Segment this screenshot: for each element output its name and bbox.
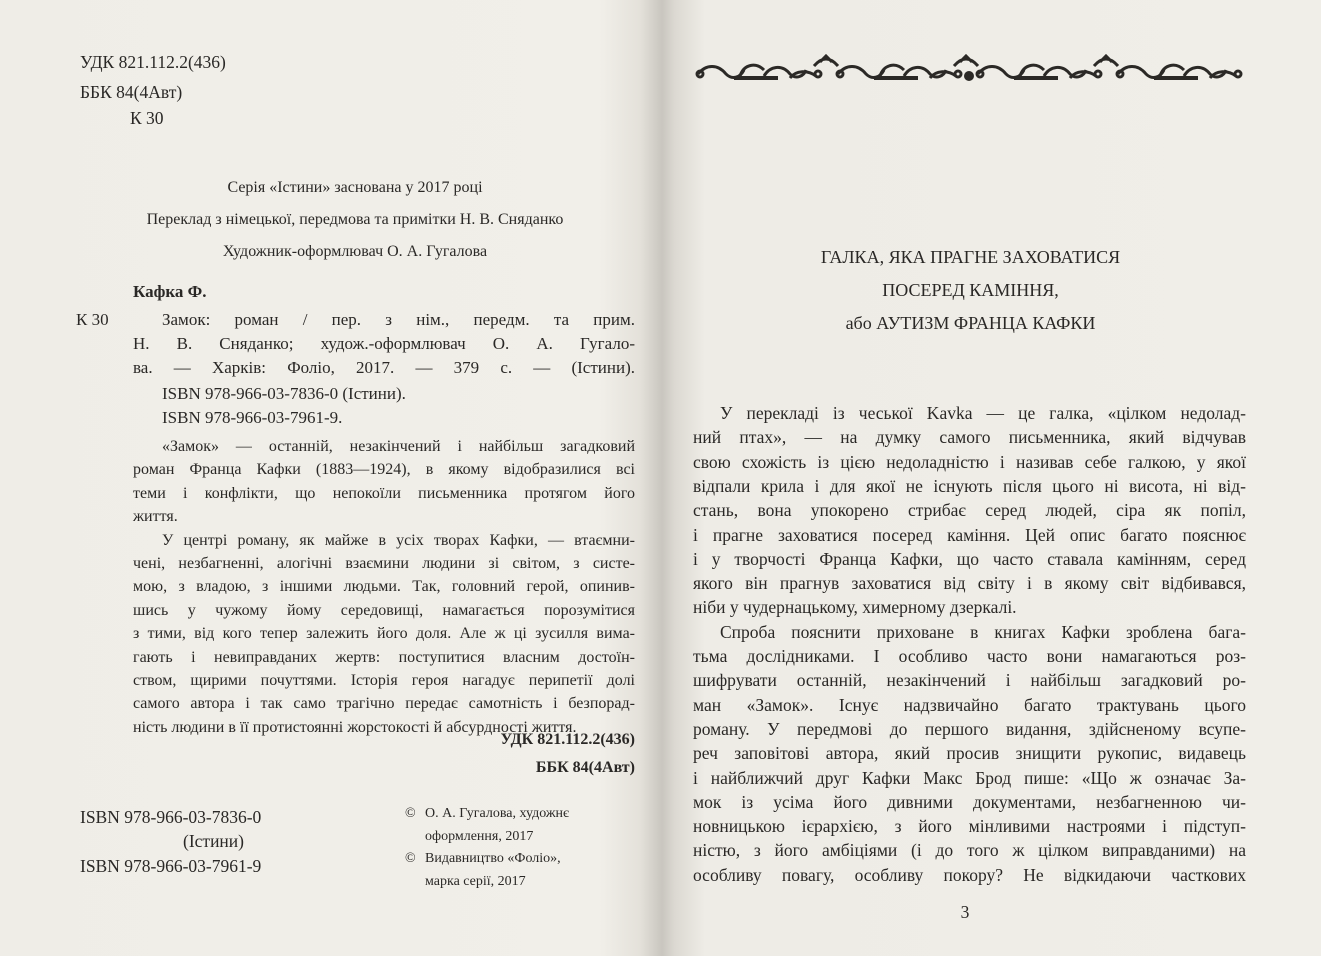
annotation-line: шись у чужому йому середовищі, намагається порозумітися [133, 601, 635, 619]
annotation-line: «Замок» — останній, незакінчений і найбільш загадковий [162, 438, 635, 455]
bbk-code: ББК 84(4Авт) [80, 82, 183, 102]
isbn-line-2: ISBN 978-966-03-7961-9 [80, 856, 262, 876]
catalog-isbn-line: ISBN 978-966-03-7836-0 (Істини). [162, 384, 406, 403]
body-text-line: реч заповітові автора, який просив знищити рукопис, видавець [693, 743, 1246, 764]
body-text-line: мок із усіма його дивними документами, незбагненною чи- [693, 791, 1246, 812]
annotation-line: ність людини в її протистоянні жорстокості й абсурдності життя. [133, 718, 577, 736]
body-text-line: ман «Замок». Існує надзвичайно багато трактувань цього [693, 694, 1246, 715]
footer-udk: УДК 821.112.2(436) [500, 731, 635, 748]
annotation-line: У центрі роману, як майже в усіх творах Кафки, — втаємни- [162, 531, 635, 549]
body-text-line: і у творчості Франца Кафки, що часто ставала камінням, серед [693, 548, 1246, 569]
decorative-ornament-icon [690, 52, 1250, 86]
annotation-line: з тими, від кого тепер залежить його доля. Але ж ці зусилля вима- [133, 625, 635, 643]
author-mark: К 30 [130, 108, 164, 128]
copyright-line: марка серії, 2017 [425, 873, 526, 889]
annotation-line: теми і конфлікти, що непокоїли письменника протягом його [133, 484, 635, 502]
page-number: 3 [960, 902, 970, 922]
body-text-line: і прагне заховатися посеред каміння. Цей опис багато пояснює [693, 524, 1246, 545]
footer-bbk: ББК 84(4Авт) [535, 759, 635, 776]
body-text-line: шифрувати останній, незакінчений і найбільш загадковий ро- [693, 670, 1246, 691]
copyright-line: О. А. Гугалова, художнє [425, 806, 570, 821]
annotation-line: мою, з владою, з іншими людьми. Так, головний герой, опинив- [133, 578, 635, 596]
annotation-line: гають і невиправданих жертв: поступитися власним достоїн- [133, 648, 635, 666]
author-heading: Кафка Ф. [133, 282, 207, 301]
body-text-line: свою схожість із цією недоладністю і називав себе галкою, у якої [693, 451, 1246, 472]
catalog-entry-line: Н. В. Сняданко; худож.-оформлювач О. А. Гугало- [133, 334, 635, 353]
isbn-series: (Істини) [183, 831, 244, 851]
annotation-line: роман Франца Кафки (1883—1924), в якому відобразилися всі [133, 461, 635, 479]
catalog-entry-line: ва. — Харків: Фоліо, 2017. — 379 с. — (Істини). [133, 358, 635, 377]
body-text-line: У перекладі із чеської Kavka — це галка, «цілком недолад- [720, 403, 1246, 423]
copyright-line: оформлення, 2017 [425, 828, 534, 844]
catalog-isbn-line: ISBN 978-966-03-7961-9. [162, 408, 343, 427]
chapter-title-line: або АУТИЗМ ФРАНЦА КАФКИ [845, 313, 1096, 333]
udk-code: УДК 821.112.2(436) [80, 52, 226, 72]
annotation-line: чені, незбагненні, алогічні взаємини людини зі світом, з систе- [133, 555, 635, 572]
body-text-line: ний птах», — на думку самого письменника, який відчував [693, 427, 1246, 448]
artist-line: Художник-оформлювач О. А. Гугалова [222, 243, 488, 260]
copyright-symbol: © [405, 806, 416, 821]
annotation-line: самого автора і так само трагічно передає самотність і безпорад- [133, 695, 635, 713]
entry-mark: К 30 [76, 310, 109, 329]
copyright-symbol: © [405, 851, 416, 866]
body-text-line: особливу повагу, особливу покору? Не відкидаючи часткових [693, 864, 1246, 885]
body-text-line: тьма дослідниками. І особливо часто вони намагаються роз- [693, 646, 1246, 666]
copyright-line: Видавництво «Фоліо», [425, 851, 561, 866]
catalog-entry-line: Замок: роман / пер. з нім., передм. та прим. [162, 310, 635, 329]
body-text-line: відпали крила і для якої не існують після цього ні висота, ні від- [693, 475, 1246, 496]
chapter-title-line: ПОСЕРЕД КАМІННЯ, [882, 280, 1059, 300]
body-text-line: ністю, з його амбіціями (і до того ж цілком виправданими) на [693, 840, 1246, 861]
body-text-line: ніби у чудернацькому, химерному дзеркалі. [693, 597, 1017, 618]
body-text-line: якого він прагнув заховатися від світу і в якому світ відбивався, [693, 573, 1246, 594]
body-text-line: стань, вона упокорено стрибає серед людей, сіра як попіл, [693, 500, 1246, 521]
isbn-line-1: ISBN 978-966-03-7836-0 [80, 807, 262, 827]
translation-line: Переклад з німецької, передмова та примітки Н. В. Сняданко [146, 211, 564, 228]
annotation-line: життя. [133, 508, 178, 526]
series-line: Серія «Істини» заснована у 2017 році [227, 179, 483, 196]
body-text-line: роману. У передмові до першого видання, здійсненому всупе- [693, 718, 1246, 739]
chapter-title-line: ГАЛКА, ЯКА ПРАГНЕ ЗАХОВАТИСЯ [820, 247, 1121, 267]
body-text-line: Спроба пояснити приховане в книгах Кафки зроблена бага- [720, 621, 1246, 642]
annotation-line: ством, щирими почуттями. Історія героя нагадує перипетії долі [133, 672, 635, 689]
body-text-line: і найближчий друг Кафки Макс Брод пише: «Що ж означає За- [693, 767, 1246, 788]
body-text-line: новницькою ієрархією, з його мінливими настроями і підступ- [693, 816, 1246, 837]
